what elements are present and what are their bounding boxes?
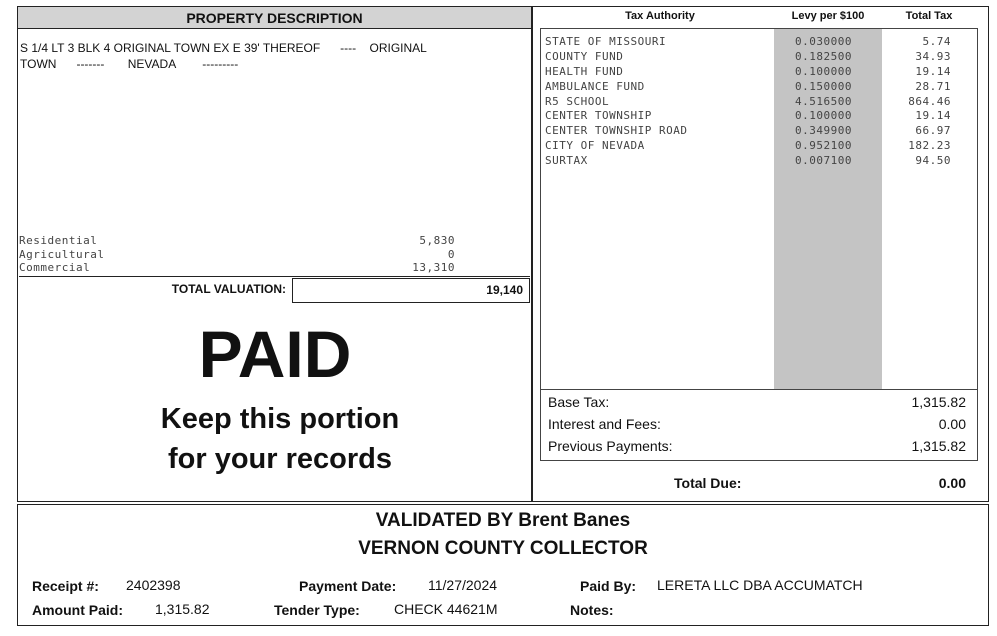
legal-description-line2: TOWN ------- NEVADA --------- xyxy=(20,57,239,71)
valuation-label: Agricultural xyxy=(19,247,105,261)
keep-portion-note-line2: for your records xyxy=(168,443,392,475)
tax-row xyxy=(545,124,973,139)
tax-authority-name: CENTER TOWNSHIP ROAD xyxy=(545,124,688,138)
interest-fees-value: 0.00 xyxy=(938,416,966,432)
legal-description-line1: S 1/4 LT 3 BLK 4 ORIGINAL TOWN EX E 39' THEREOF ---- ORIGINAL xyxy=(20,41,427,55)
amount-paid-label: Amount Paid: xyxy=(32,602,123,618)
collector-title: VERNON COUNTY COLLECTOR xyxy=(358,538,648,559)
tax-row xyxy=(545,154,973,169)
interest-fees-label: Interest and Fees: xyxy=(548,416,661,432)
previous-payments-value: 1,315.82 xyxy=(911,438,966,454)
levy-value: 4.516500 xyxy=(795,94,852,108)
tax-authority-name: AMBULANCE FUND xyxy=(545,79,645,93)
total-due-value: 0.00 xyxy=(938,475,966,491)
total-tax-value: 94.50 xyxy=(915,154,951,168)
receipt-label: Receipt #: xyxy=(32,578,99,594)
valuation-value: 0 xyxy=(447,247,455,261)
tax-authority-name: CENTER TOWNSHIP xyxy=(545,109,652,123)
tender-type-value: CHECK 44621M xyxy=(394,601,498,617)
base-tax-value: 1,315.82 xyxy=(911,394,966,410)
payment-date-label: Payment Date: xyxy=(299,578,397,594)
tax-row xyxy=(545,109,973,124)
total-tax-value: 19.14 xyxy=(915,64,951,78)
tax-authority-name: COUNTY FUND xyxy=(545,49,624,63)
total-tax-value: 864.46 xyxy=(908,94,951,108)
keep-portion-note-line1: Keep this portion xyxy=(160,403,400,435)
paid-by-value: LERETA LLC DBA ACCUMATCH xyxy=(657,577,863,593)
valuation-row xyxy=(19,248,459,262)
paid-stamp: PAID xyxy=(198,317,352,391)
payment-date-value: 11/27/2024 xyxy=(428,577,498,593)
valuation-row xyxy=(19,234,459,248)
levy-value: 0.030000 xyxy=(795,35,852,48)
tax-row xyxy=(545,95,973,110)
paid-by-label: Paid By: xyxy=(580,578,637,594)
total-tax-value: 182.23 xyxy=(908,139,951,153)
tax-authority-header: Tax Authority xyxy=(625,10,695,22)
total-tax-value: 34.93 xyxy=(915,49,951,63)
tax-authority-list xyxy=(545,35,973,169)
tax-row xyxy=(545,50,973,65)
valuation-label: Commercial xyxy=(19,261,91,274)
levy-value: 0.100000 xyxy=(795,64,852,78)
receipt-value: 2402398 xyxy=(126,577,181,593)
levy-value: 0.182500 xyxy=(795,49,852,63)
previous-payments-label: Previous Payments: xyxy=(548,438,673,454)
tax-authority-name: STATE OF MISSOURI xyxy=(545,35,667,48)
total-tax-value: 5.74 xyxy=(922,35,951,48)
levy-value: 0.100000 xyxy=(795,109,852,123)
valuation-list xyxy=(19,234,459,275)
total-tax-header: Total Tax xyxy=(905,10,953,22)
property-description-header: PROPERTY DESCRIPTION xyxy=(18,7,531,29)
tax-row xyxy=(545,80,973,95)
tax-row xyxy=(545,139,973,154)
notes-label: Notes: xyxy=(570,602,614,618)
valuation-label: Residential xyxy=(19,234,98,247)
levy-header: Levy per $100 xyxy=(791,10,865,22)
tax-authority-name: HEALTH FUND xyxy=(545,64,624,78)
total-due-label: Total Due: xyxy=(674,475,742,491)
tax-authority-name: SURTAX xyxy=(545,154,588,168)
valuation-row xyxy=(19,261,459,275)
levy-value: 0.007100 xyxy=(795,154,852,168)
total-tax-value: 66.97 xyxy=(915,124,951,138)
total-tax-value: 19.14 xyxy=(915,109,951,123)
levy-value: 0.349900 xyxy=(795,124,852,138)
levy-value: 0.952100 xyxy=(795,139,852,153)
total-tax-value: 28.71 xyxy=(915,79,951,93)
tax-authority-name: CITY OF NEVADA xyxy=(545,139,645,153)
levy-value: 0.150000 xyxy=(795,79,852,93)
tax-row xyxy=(545,35,973,50)
tax-row xyxy=(545,65,973,80)
valuation-value: 5,830 xyxy=(419,234,455,247)
amount-paid-value: 1,315.82 xyxy=(155,601,210,617)
valuation-value: 13,310 xyxy=(412,261,455,274)
tax-authority-name: R5 SCHOOL xyxy=(545,94,610,108)
base-tax-label: Base Tax: xyxy=(548,394,610,410)
validated-by: VALIDATED BY Brent Banes xyxy=(375,510,631,531)
tender-type-label: Tender Type: xyxy=(274,602,360,618)
total-valuation-box xyxy=(292,278,530,303)
total-valuation-value: 19,140 xyxy=(486,283,523,297)
total-valuation-label: TOTAL VALUATION: xyxy=(171,282,286,296)
